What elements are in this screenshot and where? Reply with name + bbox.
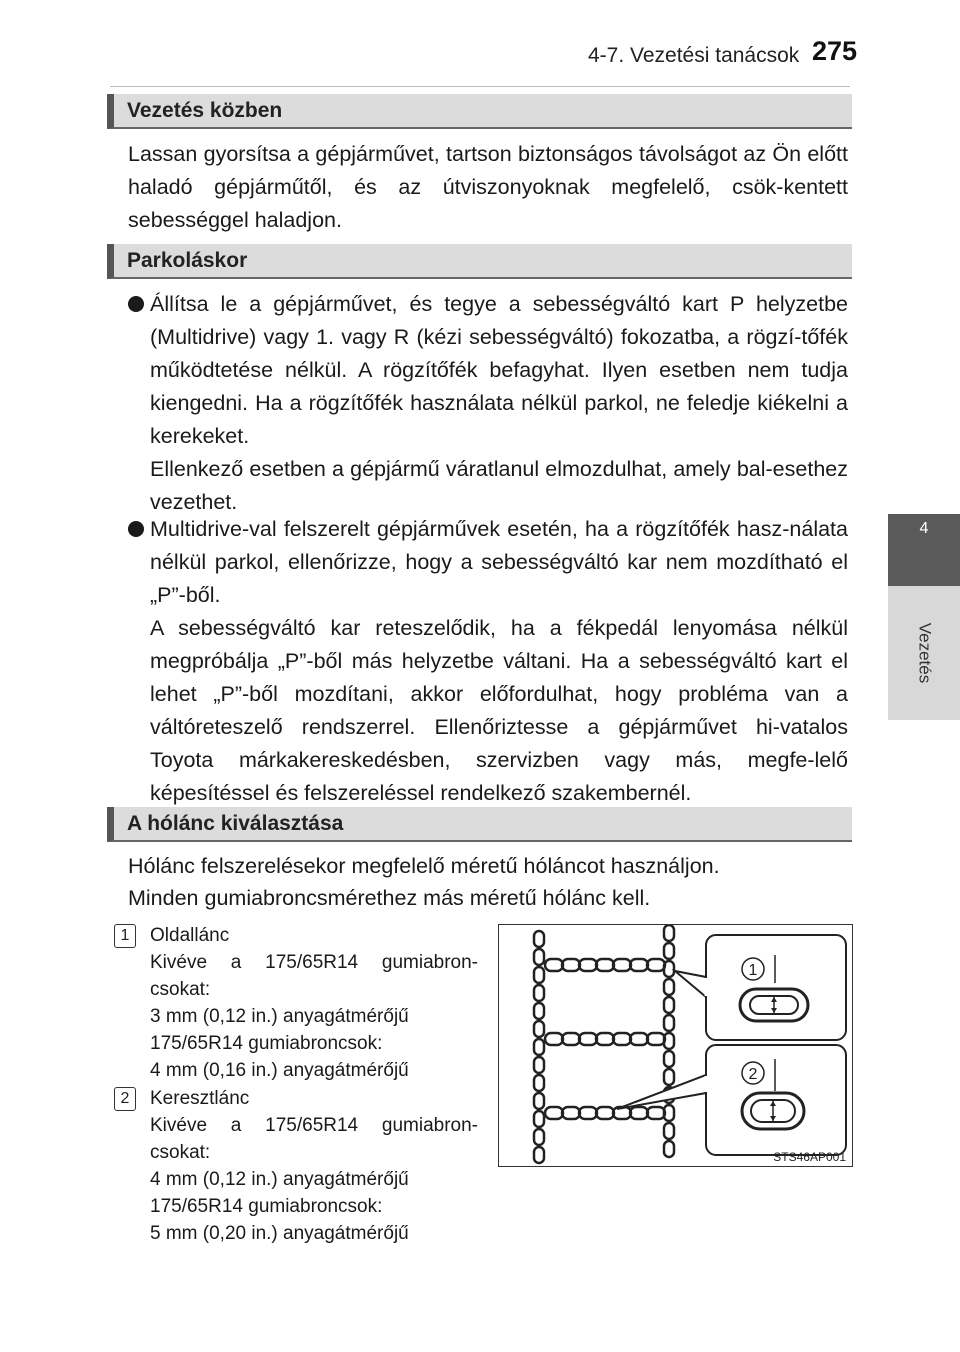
item-line: 5 mm (0,20 in.) anyagátmérőjű <box>150 1223 409 1244</box>
section-heading-parking <box>107 244 852 279</box>
snow-chain-line-1: Hólánc felszerelésekor megfelelő méretű hóláncot használjon. <box>128 854 720 878</box>
chain-drawing <box>499 925 851 1165</box>
bullet-note: Ellenkező esetben a gépjármű váratlanul elmozdulhat, amely bal-esethez vezethet. <box>150 457 848 514</box>
figure-code: STS46AP001 <box>773 1150 846 1164</box>
item-number-badge: 2 <box>114 1087 136 1111</box>
chapter-label-wrap <box>888 586 960 720</box>
item-title: Oldallánc <box>150 925 230 946</box>
item-title: Keresztlánc <box>150 1088 250 1109</box>
bullet-icon <box>128 296 144 312</box>
header-divider <box>110 86 850 87</box>
item-line: 3 mm (0,12 in.) anyagátmérőjű <box>150 1006 409 1027</box>
bullet-text: Multidrive-val felszerelt gépjárművek esetén, ha a rögzítőfék hasz-nálata nélkül parkol, ellenőrizze, hogy a sebességváltó kar nem mozdítható el „P”-ből. <box>150 517 848 607</box>
section-heading-text: Vezetés közben <box>127 99 283 122</box>
bullet-note: A sebességváltó kar reteszelődik, ha a fékpedál lenyomása nélkül megpróbálja „P”-ből más helyzetbe váltani. Ha a sebességváltó kart el lehet „P”-ből mozdítani, akkor előfordulhat, hogy probléma van a váltóreteszelő rendszerrel. Ellenőriztesse a gépjárművet hi-vatalos Toyota márkakereskedésben, szervizben vagy más, megfe-lelő képesítéssel és felszereléssel rendelkező szakembernél. <box>150 616 848 805</box>
chapter-number: 4 <box>919 520 929 537</box>
parking-bullet-1 <box>128 288 848 519</box>
item-line: csokat: <box>150 979 211 1000</box>
running-header-section: 4-7. Vezetési tanácsok <box>588 44 800 67</box>
chapter-label: Vezetés <box>915 622 934 684</box>
item-number-badge: 1 <box>114 924 136 948</box>
item-line: 175/65R14 gumiabroncsok: <box>150 1033 383 1054</box>
snow-chain-line-2: Minden gumiabroncsmérethez más méretű hólánc kell. <box>128 886 651 910</box>
snow-chain-illustration <box>498 924 853 1167</box>
bullet-icon <box>128 521 144 537</box>
item-line: csokat: <box>150 1142 211 1163</box>
item-line: 4 mm (0,12 in.) anyagátmérőjű <box>150 1169 409 1190</box>
page-number: 275 <box>812 36 858 66</box>
section-heading-text: A hólánc kiválasztása <box>127 812 344 835</box>
callout-number-2: 2 <box>748 1066 758 1083</box>
cross-chain-description <box>150 1085 478 1247</box>
bullet-text: Állítsa le a gépjárművet, és tegye a sebességváltó kart P helyzetbe (Multidrive) vagy 1. vagy R (kézi sebességváltó) fokozatba, a rögzí-tőfék működtetése nélkül. A rögzítőfék befagyhat. Ilyen esetben nem tudja kiengedni. Ha a rögzítőfék használata nélkül parkol, ne feledje kiékelni a kerekeket. <box>150 292 848 448</box>
section-heading-driving <box>107 94 852 129</box>
item-line: Kivéve a 175/65R14 gumiabron- <box>150 952 478 973</box>
parking-bullet-2 <box>128 513 848 810</box>
item-line: 175/65R14 gumiabroncsok: <box>150 1196 383 1217</box>
section-heading-snow-chain <box>107 807 852 842</box>
item-line: 4 mm (0,16 in.) anyagátmérőjű <box>150 1060 409 1081</box>
section-heading-text: Parkoláskor <box>127 249 248 272</box>
side-chain-description <box>150 922 478 1084</box>
item-line: Kivéve a 175/65R14 gumiabron- <box>150 1115 478 1136</box>
callout-number-1: 1 <box>748 962 758 979</box>
driving-paragraph: Lassan gyorsítsa a gépjárművet, tartson biztonságos távolságot az Ön előtt haladó gépjárműtől, és az útviszonyoknak megfelelő, csök-kentett sebességgel haladjon. <box>128 142 848 232</box>
